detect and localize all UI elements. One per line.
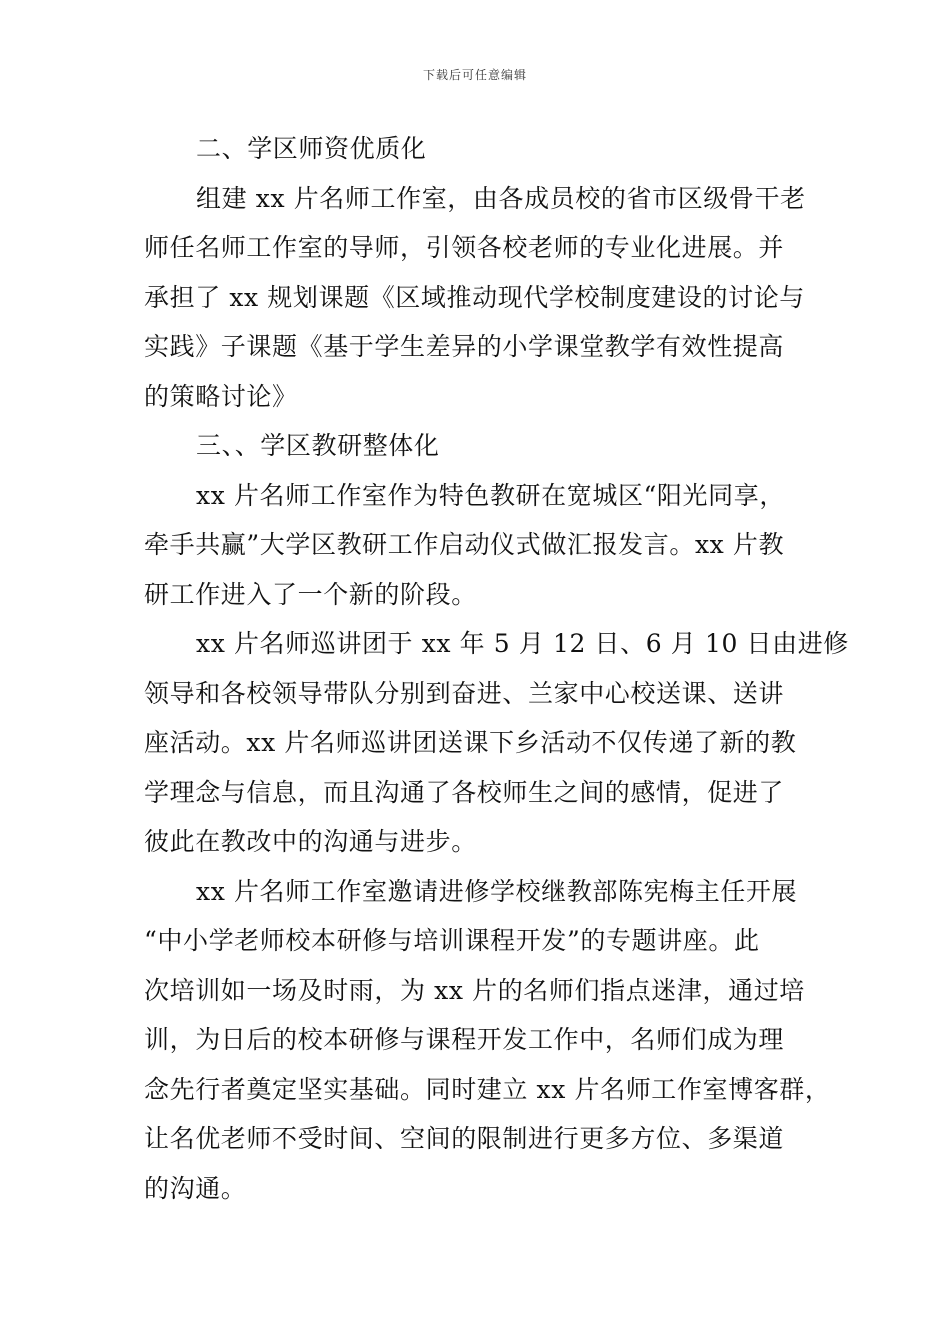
text-line: 念先行者奠定坚实基础。同时建立 xx 片名师工作室博客群， (144, 1074, 831, 1104)
text-line: 次培训如一场及时雨，为 xx 片的名师们指点迷津，通过培 (144, 975, 805, 1005)
text-line: 让名优老师不受时间、空间的限制进行更多方位、多渠道 (144, 1124, 785, 1153)
text-line: 的沟通。 (144, 1173, 247, 1203)
text-line: 组建 xx 片名师工作室，由各成员校的省市区级骨干老 (196, 183, 806, 213)
text-line: 师任名师工作室的导师，引领各校老师的专业化进展。并 (144, 233, 785, 262)
text-line: 承担了 xx 规划课题《区域推动现代学校制度建设的讨论与 (144, 282, 805, 312)
text-line: 学理念与信息，而且沟通了各校师生之间的感情，促进了 (144, 777, 785, 807)
page-header-note: 下载后可任意编辑 (422, 68, 527, 82)
section-heading: 二、学区师资优质化 (196, 134, 427, 163)
document-body (144, 124, 849, 1213)
text-line: 研工作进入了一个新的阶段。 (144, 579, 477, 609)
text-line: 彼此在教改中的沟通与进步。 (144, 827, 477, 856)
text-line: 牵手共赢”大学区教研工作启动仪式做汇报发言。xx 片教 (144, 530, 785, 559)
text-line: xx 片名师工作室邀请进修学校继教部陈宪梅主任开展 (196, 876, 798, 906)
text-line: 座活动。xx 片名师巡讲团送课下乡活动不仅传递了新的教 (144, 728, 797, 757)
text-line: xx 片名师工作室作为特色教研在宽城区“阳光同享， (196, 480, 785, 510)
text-line: 训，为日后的校本研修与课程开发工作中，名师们成为理 (144, 1025, 785, 1054)
text-line: 实践》子课题《基于学生差异的小学课堂教学有效性提高 (144, 332, 785, 361)
text-line: “中小学老师校本研修与培训课程开发”的专题讲座。此 (144, 926, 760, 955)
text-line: xx 片名师巡讲团于 xx 年 5 月 12 日、6 月 10 日由进修 (196, 629, 849, 658)
text-line: 的策略讨论》 (144, 381, 298, 411)
section-heading: 三、、学区教研整体化 (196, 431, 440, 460)
text-line: 领导和各校领导带队分别到奋进、兰家中心校送课、送讲 (144, 678, 785, 708)
